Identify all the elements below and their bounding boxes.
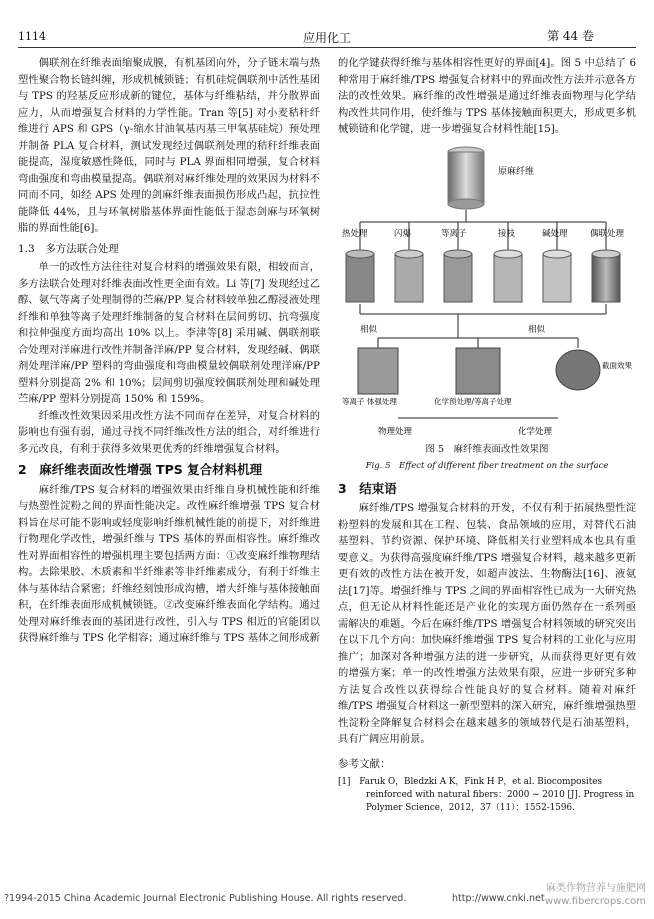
journal-title: 应用化工 — [302, 31, 351, 45]
page-number: 1114 — [18, 30, 46, 43]
label-result-2: 化学预处理/等离子处理 — [434, 396, 512, 406]
result-fibers — [358, 348, 600, 394]
left-paragraph-3: 纤维改性效果因采用改性方法不同而存在差异，对复合材料的影响也有强有弱，通过寻找不同纤维改性方法的组合，对纤维进行多元改良，有利于获得多效果更优秀的纤维增强复合材料。 — [18, 409, 320, 455]
left-paragraph-1: 偶联剂在纤维表面缩聚成膜，有机基团向外，分子链末端与热塑性聚合物长链纠缠，形成机械锁链；有机硅烷偶联剂中活性基团与 TPS 的羟基反应形成新的键位，基体与纤维粘结，并分散界面应力，从而增强复合材料的力学性能。Tran 等[5] 对小麦秸秆纤维进行 APS 和 GPS（γ-缩水甘油氧基丙基三甲氧基硅烷）预处理并制备 PLA 复合材料，测试发现经过偶联剂处理的秸秆纤维表面能提高，湿度敏感性降低，同时与 PLA 界面相同增强，复合材料弯曲强度和弯曲模量提高。偶联剂对麻纤维处理的效果因为材料不同而不同，如经 APS 处理的剑麻纤维表面损伤形成凸起，抗拉性能降低 44%，且与环氧树脂基体界面性能低于湿态剑麻与环氧树脂的界面性能[6]。 — [18, 57, 320, 234]
treatment-plasma: 等离子 — [441, 228, 467, 239]
volume-label: 第 44 卷 — [547, 29, 594, 43]
treatment-grafting: 接枝 — [498, 228, 516, 239]
watermark-en: www.fibercrops.com — [544, 896, 646, 907]
left-paragraph-2: 单一的改性方法往往对复合材料的增强效果有限，相较而言，多方法联合处理对纤维表面改性更全面有效。Li 等[7] 发现经过乙醇、氨气等离子处理制得的苎麻/PP 复合材料较单独乙醇浸液处理纤维和单独等离子处理纤维制备的复合材料在层间剪切、抗弯强度和拉伸强度方面均高出 10% 以上。李津等[8] 采用碱、偶联剂联合处理对洋麻进行改性并制备洋麻/PP 复合材料，发现经碱、偶联剂处理洋麻/PP 塑料的弯曲强度和弯曲模量较偶联剂处理洋麻/PP 塑料分别提高 2% 和 10%；层间剪切强度较偶联剂处理和碱处理苎麻/PP 塑料分别提高 150% 和 159%。 — [18, 261, 320, 405]
label-compat-left: 相似 — [360, 324, 378, 335]
watermark — [545, 882, 646, 908]
treatment-heat: 热处理 — [342, 228, 368, 239]
section-3-heading: 3 结束语 — [338, 480, 397, 496]
original-fiber — [448, 147, 484, 209]
page-header — [0, 0, 654, 44]
figure-5 — [338, 142, 634, 440]
label-physical-treatment: 物理处理 — [378, 426, 413, 437]
label-result-1: 等离子 体强处理 — [342, 396, 397, 406]
right-paragraph-2: 麻纤维/TPS 增强复合材料的开发，不仅有利于拓展热塑性淀粉塑料的发展和其在工程、包装、食品领域的应用，对替代石油基塑料、节约资源、保护环境、降低相关行业塑料成本也具有重要意义。为获得高强度麻纤维/TPS 增强复合材料，越来越多更新更有效的改性方法在被开发，如超声波法、生物酶法[16]、液氨法[17]等。增强纤维与 TPS 之间的界面相容性已成为一大研究热点，但无论从材料性能还是产业化的实现方面仍然存在一系列亟需解决的难题。今后在麻纤维/TPS 增强复合材料领域的研究突出在以下几个方向：加快麻纤维增强 TPS 复合材料的工业化与应用推广；加深对各种增强方法的进一步研究，从而获得更好更有效的增强方案；单一的改性增强方法效果有限，应进一步研究多种方法复合改性以获得综合性能良好的复合材料。随着对麻纤维/TPS 增强复合材料这一新型塑料的深入研究，麻纤维增强热塑性淀粉全降解复合材料会在越来越多的领域替代是石油基塑料，具有广阔应用前景。 — [338, 502, 636, 745]
header-rule — [18, 47, 636, 48]
footer-copyright: ?1994-2015 China Academic Journal Electronic Publishing House. All rights reserved. — [4, 893, 407, 904]
label-compat-right: 相似 — [528, 324, 546, 335]
right-paragraph-1: 的化学键获得纤维与基体相容性更好的界面[4]。图 5 中总结了 6 种常用于麻纤维/TPS 增强复合材料中的界面改性方法并示意各方法的改性效果。麻纤维的改性增强是通过纤维表面物理与化学结构改性共同作用，使纤维与 TPS 基体接触面积更大，形成更多机械锁链和化学键，进一步增强复合材料性能[15]。 — [338, 57, 636, 135]
figure-caption: 图 5 麻纤维表面改性效果图 — [425, 443, 549, 455]
watermark-cn: 麻类作物营养与施肥网 — [546, 883, 646, 894]
treatment-steam-explosion: 闪爆 — [394, 228, 412, 239]
figure-caption-english: Fig. 5 Effect of different fiber treatment on the surface — [365, 461, 609, 471]
label-result-3: 截面效果 — [602, 360, 632, 370]
label-chemical-treatment: 化学处理 — [518, 426, 553, 437]
section-2-heading: 2 麻纤维表面改性增强 TPS 复合材料机理 — [18, 462, 263, 477]
label-original-fiber: 原麻纤维 — [498, 166, 535, 177]
reference-1: [1] Faruk O，Bledzki A K，Fink H P，et al. Biocomposites reinforced with natural fibers：2000 ~ 2010 [J]. Progress in Polymer Science，2012，37（11）：1552-1596. — [338, 777, 635, 813]
left-paragraph-4: 麻纤维/TPS 复合材料的增强效果由纤维自身机械性能和纤维与热塑性淀粉之间的界面性能决定。改性麻纤维增强 TPS 复合材料旨在尽可能不影响或轻度影响纤维机械性能的前提下，对纤维进行物理化学改性，增强纤维与 TPS 基体的界面相容性。麻纤维改性对界面相容性的增强机理主要包括两方面：①改变麻纤维物理结构。去除果胶、木质素和半纤维素等非纤维素成分，有利于纤维主体与基体结合紧密；纤维经刻蚀形成沟槽，增大纤维与基体接触面积，在纤维表面形成机械锁链。②改变麻纤维表面化学结构。通过处理对麻纤维表面的基团进行改性，引入与 TPS 相近的官能团以获得麻纤维与 TPS 化学相容；通过麻纤维与 TPS 基体之间形成新 — [18, 483, 320, 644]
left-column — [18, 55, 320, 647]
section-1-3-heading: 1.3 多方法联合处理 — [18, 242, 119, 255]
figure-5-diagram — [338, 142, 634, 440]
right-column — [338, 55, 636, 815]
treatment-coupling: 偶联处理 — [590, 228, 625, 239]
references-heading: 参考文献： — [338, 757, 391, 770]
treatment-alkali: 碱处理 — [542, 228, 568, 239]
footer-url[interactable]: http://www.cnki.net — [452, 893, 545, 904]
treated-fibers — [346, 250, 620, 302]
